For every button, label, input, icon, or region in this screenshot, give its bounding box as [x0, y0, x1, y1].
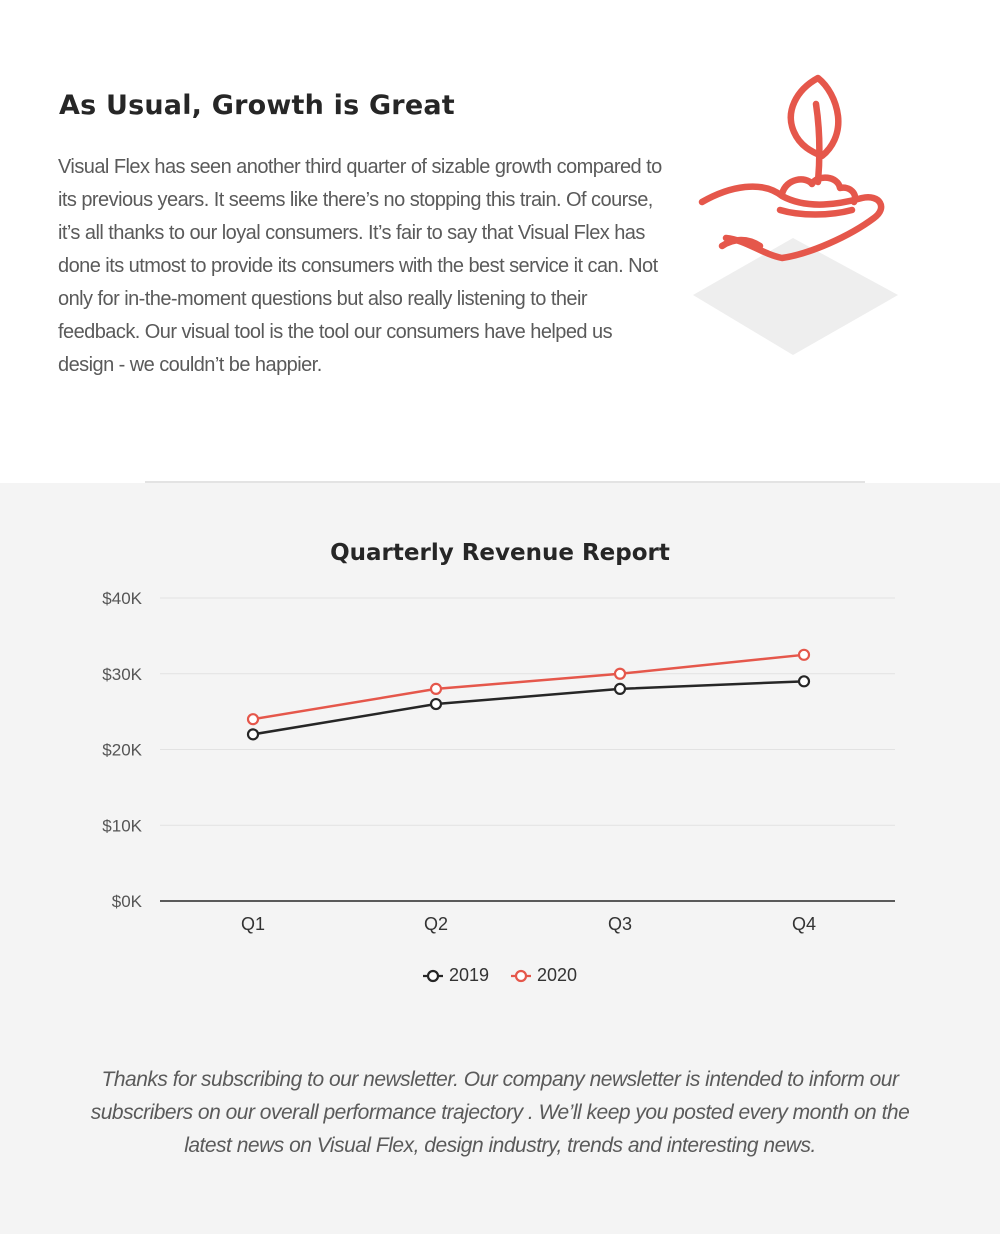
chart-legend [0, 965, 1000, 988]
subscription-note: Thanks for subscribing to our newsletter. Our company newsletter is intended to inform our subscribers on our overall performance trajectory . We’ll keep you posted every month on the latest news on Visual Flex, design industry, trends and interesting news. [90, 1068, 910, 1157]
legend-marker-icon [511, 969, 531, 983]
intro-section [0, 0, 1000, 482]
data-point [248, 729, 258, 739]
series-line [253, 655, 804, 719]
y-tick-label: $10K [102, 816, 142, 836]
x-axis-tick-labels [241, 914, 816, 934]
series-2019 [248, 676, 809, 739]
data-point [615, 669, 625, 679]
legend-marker-icon [423, 969, 443, 983]
y-tick-label: $40K [102, 589, 142, 608]
chart-series [248, 650, 809, 740]
legend-item-2019 [423, 965, 489, 986]
hand-with-sprouting-plant-icon [690, 70, 900, 360]
y-axis-tick-labels [102, 589, 142, 911]
x-tick-label: Q4 [791, 914, 817, 934]
x-tick-label: Q3 [607, 914, 633, 934]
chart-section [0, 483, 1000, 1234]
chart-title: Quarterly Revenue Report [330, 540, 670, 566]
chart-gridlines [160, 598, 895, 901]
y-tick-label: $30K [102, 664, 142, 684]
x-tick-label: Q1 [240, 914, 266, 934]
revenue-line-chart [0, 483, 1000, 1023]
series-line [253, 681, 804, 734]
series-2020 [248, 650, 809, 724]
x-tick-label: Q2 [423, 914, 449, 934]
data-point [799, 650, 809, 660]
intro-paragraph: Visual Flex has seen another third quarter of sizable growth compared to its previous years. It seems like there’s no stopping this train. Of course, it’s all thanks to our loyal consumers. It’s fair to say that Visual Flex has done its utmost to provide its consumers with the best service it can. Not only for in-the-moment questions but also really listening to their feedback. Our visual tool is the tool our consumers have helped us design - we couldn’t be happier. [58, 156, 662, 376]
legend-label: 2020 [537, 965, 578, 985]
data-point [431, 684, 441, 694]
data-point [799, 676, 809, 686]
data-point [431, 699, 441, 709]
data-point [615, 684, 625, 694]
y-tick-label: $20K [102, 740, 142, 760]
data-point [248, 714, 258, 724]
y-tick-label: $0K [111, 892, 142, 911]
legend-label: 2019 [448, 965, 489, 985]
legend-item-2020 [511, 965, 577, 986]
page-title: As Usual, Growth is Great [59, 90, 455, 121]
